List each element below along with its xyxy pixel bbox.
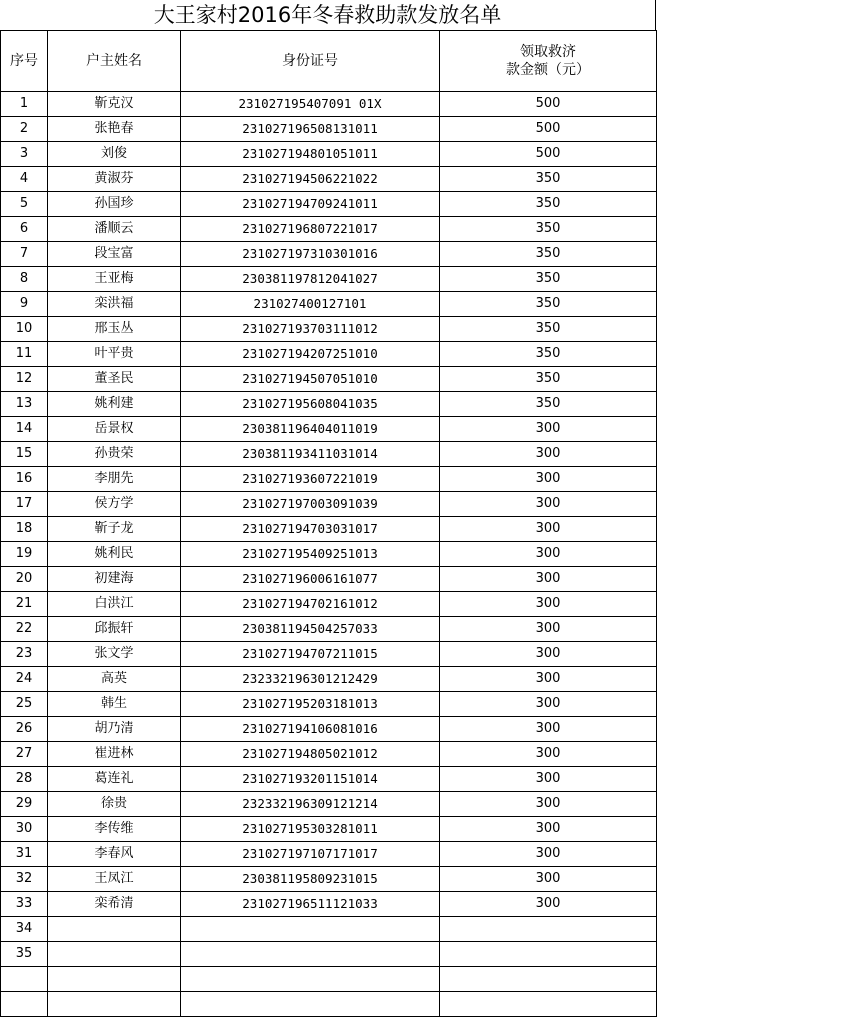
- table-row: [1, 467, 657, 492]
- cell-amount[interactable]: 300: [440, 592, 657, 617]
- cell-id[interactable]: 231027197107171017: [181, 842, 440, 867]
- cell-amount[interactable]: 300: [440, 417, 657, 442]
- cell-amount[interactable]: 500: [440, 142, 657, 167]
- cell-name[interactable]: 孙贵荣: [48, 442, 181, 467]
- cell-name[interactable]: 邢玉丛: [48, 317, 181, 342]
- cell-id[interactable]: 231027194506221022: [181, 167, 440, 192]
- cell-index[interactable]: 15: [1, 442, 48, 467]
- cell-amount[interactable]: 300: [440, 742, 657, 767]
- cell-amount[interactable]: 300: [440, 492, 657, 517]
- cell-amount[interactable]: 300: [440, 617, 657, 642]
- table-row: [1, 742, 657, 767]
- header-id[interactable]: 身份证号: [181, 31, 440, 92]
- cell-id[interactable]: 231027194703031017: [181, 517, 440, 542]
- table-row: [1, 667, 657, 692]
- table-row: [1, 642, 657, 667]
- cell-id[interactable]: 231027195303281011: [181, 817, 440, 842]
- table-row: [1, 142, 657, 167]
- cell-name[interactable]: [48, 917, 181, 942]
- header-amount-line2: 款金额（元）: [506, 62, 590, 78]
- cell-index[interactable]: 26: [1, 717, 48, 742]
- cell-index[interactable]: 2: [1, 117, 48, 142]
- cell-amount[interactable]: 300: [440, 667, 657, 692]
- table-row: [1, 217, 657, 242]
- cell-id[interactable]: [181, 992, 440, 1017]
- sheet-title: 大王家村2016年冬春救助款发放名单: [0, 0, 656, 30]
- cell-amount[interactable]: 350: [440, 192, 657, 217]
- cell-amount[interactable]: 300: [440, 642, 657, 667]
- cell-amount[interactable]: [440, 942, 657, 967]
- cell-id[interactable]: 231027194702161012: [181, 592, 440, 617]
- cell-id[interactable]: 231027196006161077: [181, 567, 440, 592]
- cell-index[interactable]: 10: [1, 317, 48, 342]
- cell-name[interactable]: 潘顺云: [48, 217, 181, 242]
- cell-id[interactable]: 231027197003091039: [181, 492, 440, 517]
- cell-amount[interactable]: 350: [440, 292, 657, 317]
- cell-id[interactable]: 230381194504257033: [181, 617, 440, 642]
- cell-name[interactable]: 侯方学: [48, 492, 181, 517]
- cell-id[interactable]: 231027195407091 01X: [181, 92, 440, 117]
- cell-id[interactable]: [181, 967, 440, 992]
- cell-amount[interactable]: [440, 992, 657, 1017]
- table-row: [1, 692, 657, 717]
- cell-name[interactable]: 高英: [48, 667, 181, 692]
- cell-name[interactable]: 靳子龙: [48, 517, 181, 542]
- cell-name[interactable]: 姚利建: [48, 392, 181, 417]
- relief-table: [0, 30, 657, 1017]
- cell-amount[interactable]: 300: [440, 892, 657, 917]
- cell-id[interactable]: [181, 917, 440, 942]
- header-name[interactable]: 户主姓名: [48, 31, 181, 92]
- cell-id[interactable]: 231027193201151014: [181, 767, 440, 792]
- cell-index[interactable]: 17: [1, 492, 48, 517]
- cell-amount[interactable]: [440, 917, 657, 942]
- cell-id[interactable]: 231027194709241011: [181, 192, 440, 217]
- cell-name[interactable]: 段宝富: [48, 242, 181, 267]
- cell-index[interactable]: 12: [1, 367, 48, 392]
- cell-index[interactable]: 28: [1, 767, 48, 792]
- cell-name[interactable]: 王亚梅: [48, 267, 181, 292]
- cell-name[interactable]: 孙国珍: [48, 192, 181, 217]
- cell-name[interactable]: 岳景权: [48, 417, 181, 442]
- table-row: [1, 517, 657, 542]
- table-row: [1, 817, 657, 842]
- table-row: [1, 267, 657, 292]
- cell-index[interactable]: 18: [1, 517, 48, 542]
- cell-name[interactable]: 靳克汉: [48, 92, 181, 117]
- table-row: [1, 942, 657, 967]
- cell-name[interactable]: 李传维: [48, 817, 181, 842]
- cell-amount[interactable]: 300: [440, 517, 657, 542]
- cell-name[interactable]: 胡乃清: [48, 717, 181, 742]
- cell-index[interactable]: 16: [1, 467, 48, 492]
- header-amount-line1: 领取救济: [520, 44, 576, 60]
- table-row: [1, 592, 657, 617]
- table-row: [1, 317, 657, 342]
- table-row: [1, 167, 657, 192]
- cell-name[interactable]: [48, 942, 181, 967]
- cell-index[interactable]: 33: [1, 892, 48, 917]
- cell-amount[interactable]: 350: [440, 367, 657, 392]
- cell-index[interactable]: 14: [1, 417, 48, 442]
- cell-amount[interactable]: 350: [440, 242, 657, 267]
- table-row: [1, 842, 657, 867]
- cell-name[interactable]: 徐贵: [48, 792, 181, 817]
- cell-id[interactable]: [181, 942, 440, 967]
- cell-index[interactable]: [1, 967, 48, 992]
- table-row: [1, 542, 657, 567]
- cell-id[interactable]: 231027196807221017: [181, 217, 440, 242]
- cell-amount[interactable]: 500: [440, 117, 657, 142]
- cell-index[interactable]: 22: [1, 617, 48, 642]
- cell-index[interactable]: 1: [1, 92, 48, 117]
- cell-id[interactable]: 232332196301212429: [181, 667, 440, 692]
- cell-name[interactable]: 初建海: [48, 567, 181, 592]
- table-row: [1, 492, 657, 517]
- cell-amount[interactable]: 300: [440, 867, 657, 892]
- cell-id[interactable]: 232332196309121214: [181, 792, 440, 817]
- table-row: [1, 92, 657, 117]
- cell-id[interactable]: 231027195203181013: [181, 692, 440, 717]
- cell-id[interactable]: 231027194507051010: [181, 367, 440, 392]
- cell-index[interactable]: 20: [1, 567, 48, 592]
- cell-name[interactable]: 刘俊: [48, 142, 181, 167]
- cell-amount[interactable]: 300: [440, 467, 657, 492]
- table-row: [1, 617, 657, 642]
- cell-index[interactable]: 5: [1, 192, 48, 217]
- cell-index[interactable]: [1, 992, 48, 1017]
- cell-index[interactable]: 7: [1, 242, 48, 267]
- header-index[interactable]: 序号: [1, 31, 48, 92]
- cell-index[interactable]: 32: [1, 867, 48, 892]
- table-row: [1, 792, 657, 817]
- cell-index[interactable]: 11: [1, 342, 48, 367]
- cell-name[interactable]: 黄淑芬: [48, 167, 181, 192]
- cell-amount[interactable]: 350: [440, 167, 657, 192]
- cell-index[interactable]: 19: [1, 542, 48, 567]
- cell-amount[interactable]: 300: [440, 442, 657, 467]
- cell-id[interactable]: 231027194106081016: [181, 717, 440, 742]
- cell-amount[interactable]: 350: [440, 217, 657, 242]
- cell-amount[interactable]: 350: [440, 317, 657, 342]
- cell-id[interactable]: 230381195809231015: [181, 867, 440, 892]
- table-row: [1, 342, 657, 367]
- table-row: [1, 292, 657, 317]
- cell-id[interactable]: 231027193703111012: [181, 317, 440, 342]
- cell-name[interactable]: 栾希清: [48, 892, 181, 917]
- table-row: [1, 442, 657, 467]
- cell-amount[interactable]: 350: [440, 267, 657, 292]
- cell-id[interactable]: 231027197310301016: [181, 242, 440, 267]
- table-row: [1, 367, 657, 392]
- cell-index[interactable]: 4: [1, 167, 48, 192]
- cell-id[interactable]: 231027400127101: [181, 292, 440, 317]
- cell-amount[interactable]: 300: [440, 692, 657, 717]
- cell-name[interactable]: [48, 967, 181, 992]
- cell-name[interactable]: 董圣民: [48, 367, 181, 392]
- cell-id[interactable]: 231027196511121033: [181, 892, 440, 917]
- table-row: [1, 392, 657, 417]
- cell-index[interactable]: 25: [1, 692, 48, 717]
- table-row: [1, 117, 657, 142]
- cell-index[interactable]: 6: [1, 217, 48, 242]
- cell-index[interactable]: 34: [1, 917, 48, 942]
- cell-id[interactable]: 231027193607221019: [181, 467, 440, 492]
- cell-id[interactable]: 231027195409251013: [181, 542, 440, 567]
- cell-name[interactable]: 张艳春: [48, 117, 181, 142]
- cell-index[interactable]: 3: [1, 142, 48, 167]
- cell-index[interactable]: 27: [1, 742, 48, 767]
- table-row: [1, 867, 657, 892]
- cell-name[interactable]: 崔进林: [48, 742, 181, 767]
- cell-index[interactable]: 35: [1, 942, 48, 967]
- cell-name[interactable]: 栾洪福: [48, 292, 181, 317]
- cell-name[interactable]: 李春风: [48, 842, 181, 867]
- cell-amount[interactable]: 300: [440, 792, 657, 817]
- cell-name[interactable]: [48, 992, 181, 1017]
- cell-amount[interactable]: 300: [440, 542, 657, 567]
- table-row: [1, 417, 657, 442]
- table-row: [1, 242, 657, 267]
- cell-amount[interactable]: 350: [440, 392, 657, 417]
- table-row: [1, 967, 657, 992]
- cell-name[interactable]: 葛连礼: [48, 767, 181, 792]
- cell-name[interactable]: 姚利民: [48, 542, 181, 567]
- cell-index[interactable]: 21: [1, 592, 48, 617]
- cell-name[interactable]: 叶平贵: [48, 342, 181, 367]
- cell-amount[interactable]: [440, 967, 657, 992]
- cell-index[interactable]: 31: [1, 842, 48, 867]
- cell-amount[interactable]: 300: [440, 817, 657, 842]
- cell-index[interactable]: 30: [1, 817, 48, 842]
- cell-id[interactable]: 231027194707211015: [181, 642, 440, 667]
- table-row: [1, 917, 657, 942]
- cell-id[interactable]: 231027194805021012: [181, 742, 440, 767]
- cell-id[interactable]: 231027196508131011: [181, 117, 440, 142]
- cell-name[interactable]: 王凤江: [48, 867, 181, 892]
- cell-index[interactable]: 13: [1, 392, 48, 417]
- cell-id[interactable]: 231027194207251010: [181, 342, 440, 367]
- cell-id[interactable]: 230381193411031014: [181, 442, 440, 467]
- header-amount[interactable]: [440, 31, 657, 92]
- cell-amount[interactable]: 300: [440, 842, 657, 867]
- cell-index[interactable]: 24: [1, 667, 48, 692]
- cell-name[interactable]: 邱振轩: [48, 617, 181, 642]
- cell-name[interactable]: 韩生: [48, 692, 181, 717]
- cell-index[interactable]: 23: [1, 642, 48, 667]
- cell-amount[interactable]: 300: [440, 567, 657, 592]
- cell-amount[interactable]: 300: [440, 717, 657, 742]
- cell-name[interactable]: 李朋先: [48, 467, 181, 492]
- table-row: [1, 892, 657, 917]
- table-row: [1, 717, 657, 742]
- table-row: [1, 192, 657, 217]
- cell-index[interactable]: 8: [1, 267, 48, 292]
- cell-id[interactable]: 230381196404011019: [181, 417, 440, 442]
- cell-amount[interactable]: 350: [440, 342, 657, 367]
- cell-index[interactable]: 9: [1, 292, 48, 317]
- table-row: [1, 767, 657, 792]
- cell-name[interactable]: 张文学: [48, 642, 181, 667]
- cell-id[interactable]: 231027194801051011: [181, 142, 440, 167]
- cell-amount[interactable]: 500: [440, 92, 657, 117]
- table-row: [1, 992, 657, 1017]
- cell-id[interactable]: 230381197812041027: [181, 267, 440, 292]
- cell-id[interactable]: 231027195608041035: [181, 392, 440, 417]
- cell-name[interactable]: 白洪江: [48, 592, 181, 617]
- cell-amount[interactable]: 300: [440, 767, 657, 792]
- cell-index[interactable]: 29: [1, 792, 48, 817]
- table-row: [1, 567, 657, 592]
- header-row: [1, 31, 657, 92]
